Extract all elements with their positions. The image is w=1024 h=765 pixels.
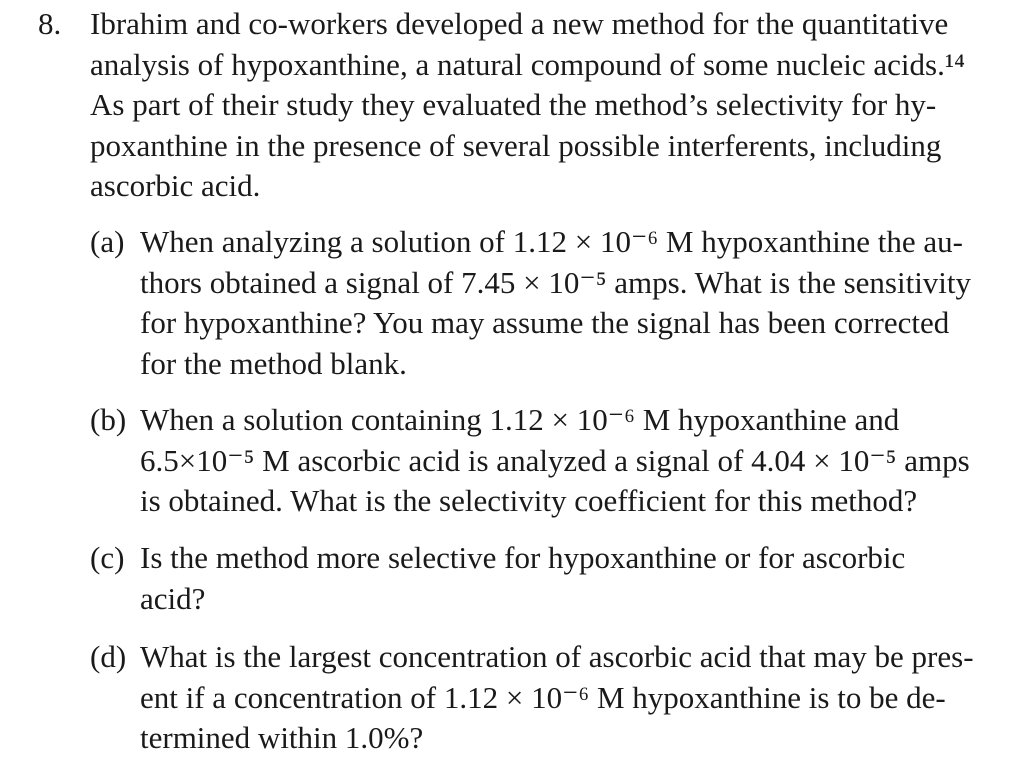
part-line: for the method blank.: [140, 345, 407, 381]
intro-line: As part of their study they evaluated the method’s selectivity for hy-: [90, 87, 937, 122]
part-a: [90, 222, 1002, 384]
part-line: acid?: [140, 580, 206, 616]
problem-number: 8.: [38, 6, 62, 41]
part-line: What is the largest concentration of ascorbic acid that may be pres-: [140, 639, 974, 674]
part-line: 6.5×10⁻⁵ M ascorbic acid is analyzed a signal of 4.04 × 10⁻⁵ amps: [140, 442, 970, 478]
part-c: [90, 538, 1002, 619]
part-line: thors obtained a signal of 7.45 × 10⁻⁵ amps. What is the sensitivity: [140, 264, 972, 300]
part-line: ent if a concentration of 1.12 × 10⁻⁶ M hypoxanthine is to be de-: [140, 679, 946, 715]
part-d-text: [140, 637, 1002, 759]
part-line: When analyzing a solution of 1.12 × 10⁻⁶ M hypoxanthine the au-: [140, 224, 963, 259]
part-b: [90, 400, 1002, 522]
part-a-marker: (a): [90, 224, 125, 259]
part-a-text: [140, 222, 1002, 384]
problem-intro: [90, 4, 1002, 207]
part-b-marker: (b): [90, 402, 127, 437]
part-c-text: [140, 538, 1002, 619]
intro-line: poxanthine in the presence of several possible interferents, including: [90, 127, 942, 163]
intro-line: ascorbic acid.: [90, 168, 261, 203]
part-c-marker: (c): [90, 540, 125, 575]
part-line: When a solution containing 1.12 × 10⁻⁶ M hypoxanthine and: [140, 402, 900, 437]
part-d: [90, 637, 1002, 759]
part-line: is obtained. What is the selectivity coefficient for this method?: [140, 483, 918, 518]
intro-line: Ibrahim and co-workers developed a new method for the quantitative: [90, 6, 949, 41]
part-d-marker: (d): [90, 639, 127, 674]
part-line: Is the method more selective for hypoxanthine or for ascorbic: [140, 540, 906, 575]
intro-line: analysis of hypoxanthine, a natural compound of some nucleic acids.¹⁴: [90, 46, 965, 82]
part-b-text: [140, 400, 1002, 522]
part-line: termined within 1.0%?: [140, 720, 424, 755]
part-line: for hypoxanthine? You may assume the signal has been corrected: [140, 305, 950, 340]
